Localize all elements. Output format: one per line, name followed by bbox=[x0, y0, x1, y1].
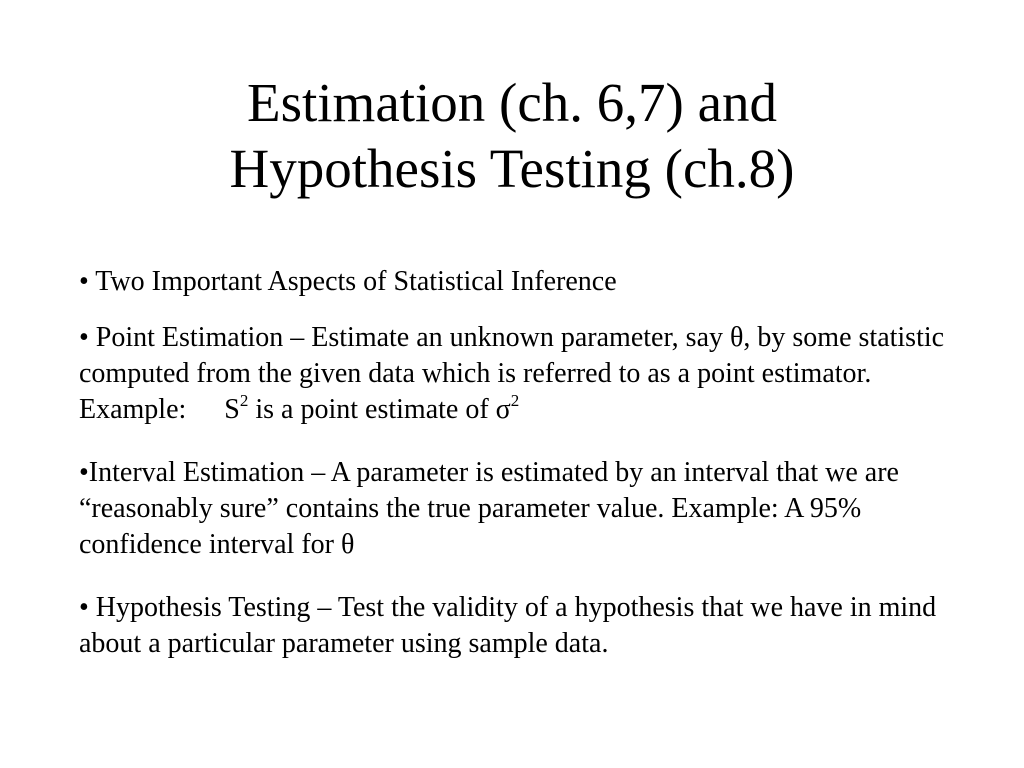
title-line-1: Estimation (ch. 6,7) and bbox=[246, 72, 778, 133]
slide-body bbox=[79, 264, 979, 689]
bullet-hypothesis-testing: • Hypothesis Testing – Test the validity of a hypothesis that we have in mind about a particular parameter using sample data. bbox=[79, 592, 937, 659]
slide-title bbox=[0, 70, 1024, 202]
point-estimation-text: • Point Estimation – Estimate an unknown parameter, say θ, by some statistic computed from the given data which is referred to as a point estimator. Example: bbox=[79, 322, 945, 425]
bullet-interval-estimation: •Interval Estimation – A parameter is estimated by an interval that we are “reasonably sure” contains the true parameter value. Example: A 95% confidence interval for θ bbox=[79, 457, 899, 560]
point-estimate-text: is a point estimate of σ bbox=[248, 394, 511, 425]
sample-variance-symbol: S bbox=[224, 394, 240, 425]
sample-variance-exponent: 2 bbox=[239, 391, 249, 410]
bullet-point-estimation bbox=[79, 320, 979, 428]
sigma-exponent: 2 bbox=[510, 391, 520, 410]
title-line-2: Hypothesis Testing (ch.8) bbox=[229, 138, 795, 199]
bullet-aspects: • Two Important Aspects of Statistical Inference bbox=[79, 266, 617, 297]
